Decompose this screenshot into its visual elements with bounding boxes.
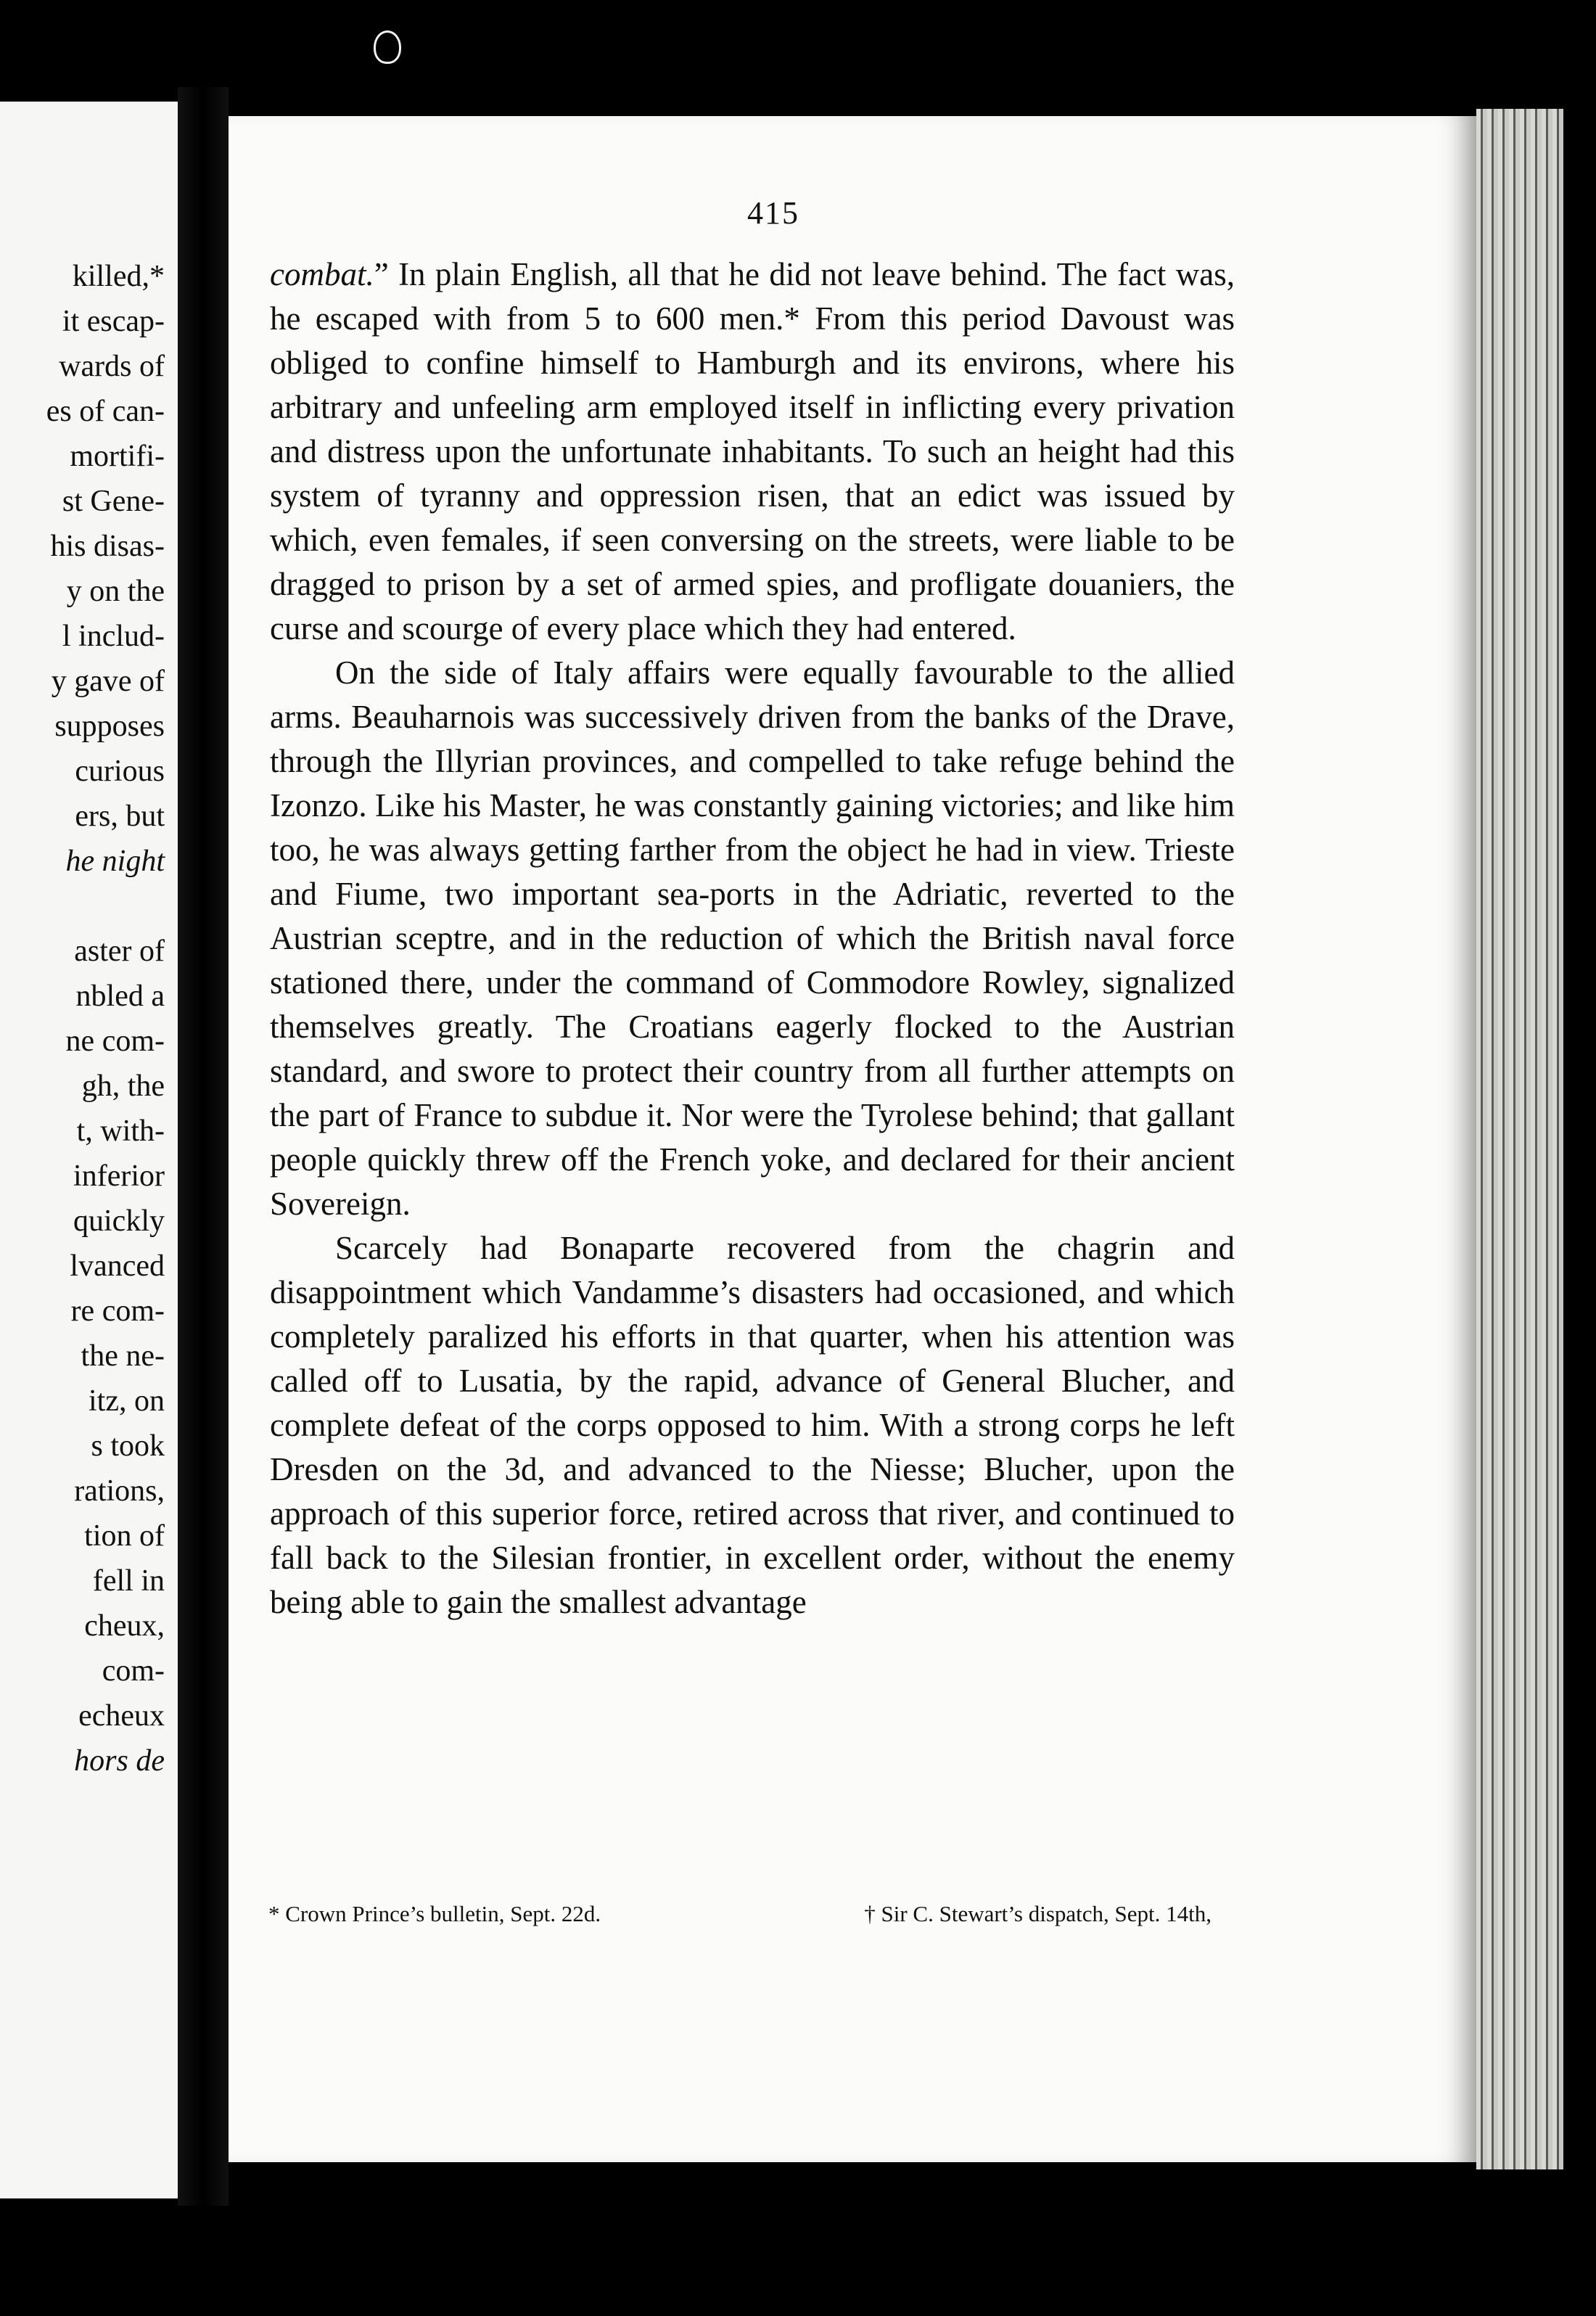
left-page-line: st Gene- <box>62 485 165 518</box>
left-page-line: ers, but <box>75 800 165 833</box>
paragraph-1-text: ” In plain English, all that he did not leave behind. The fact was, he escaped with from 5 to 600 men.* From this period Davoust was obliged to confine himself to Hamburgh and its environs, where his arbitrary and unfeeling arm employed itself in inflicting every privation and distress upon the unfortunate inhabitants. To such an height had this system of tyranny and oppression risen, that an edict was issued by which, even females, if seen conversing on the streets, were liable to be dragged to prison by a set of armed spies, and profligate douaniers, the curse and scourge of every place which they had entered. <box>270 256 1235 646</box>
left-page-line: echeux <box>78 1699 165 1733</box>
left-page-line: cheux, <box>84 1609 165 1643</box>
left-page-line: supposes <box>54 710 165 743</box>
left-page-line: his disas- <box>50 530 165 563</box>
left-page-line: re com- <box>70 1294 165 1328</box>
left-page-line: the ne- <box>81 1339 165 1373</box>
left-page-line: rations, <box>74 1474 165 1508</box>
left-page-line <box>46 884 165 929</box>
left-page-line: gh, the <box>81 1069 165 1103</box>
footnotes <box>268 1901 1212 1927</box>
left-page-line: t, with- <box>76 1114 165 1148</box>
book-gutter <box>178 87 229 2206</box>
body-text <box>270 252 1235 1625</box>
left-page-line: it escap- <box>62 305 165 338</box>
left-page-line: mortifi- <box>70 440 165 473</box>
left-page-line: inferior <box>73 1159 165 1193</box>
left-page-line: itz, on <box>89 1384 165 1418</box>
page-number: 415 <box>747 195 799 231</box>
left-page-line: y gave of <box>51 665 165 698</box>
left-page-line: fell in <box>92 1564 165 1598</box>
page-edges <box>1476 109 1563 2169</box>
left-page-line: tion of <box>84 1519 165 1553</box>
paragraph-1 <box>270 252 1235 651</box>
paragraph-1-italic: combat. <box>270 256 374 292</box>
left-page-line: y on the <box>66 575 165 608</box>
left-page-line: com- <box>102 1654 165 1688</box>
left-page-line: curious <box>75 755 165 788</box>
footnote-2: † Sir C. Stewart’s dispatch, Sept. 14th, <box>864 1901 1212 1926</box>
left-facing-page <box>0 102 178 2198</box>
footnote-1: * Crown Prince’s bulletin, Sept. 22d. <box>268 1901 601 1926</box>
left-page-line: aster of <box>74 935 165 968</box>
paragraph-3: Scarcely had Bonaparte recovered from the chagrin and disappointment which Vandamme’s disasters had occasioned, and which completely paralized his efforts in that quarter, when his attention was called off to Lusatia, by the rapid, advance of General Blucher, and complete defeat of the corps opposed to him. With a strong corps he left Dresden on the 3d, and advanced to the Niesse; Blucher, upon the approach of this superior force, retired across that river, and continued to fall back to the Silesian frontier, in excellent order, without the enemy being able to gain the smallest advantage <box>270 1230 1235 1620</box>
left-page-line: nbled a <box>75 980 165 1013</box>
left-page-line: hors de <box>74 1744 165 1778</box>
left-page-line: he night <box>65 845 165 878</box>
left-page-line: ne com- <box>65 1024 165 1058</box>
left-page-line: quickly <box>73 1204 165 1238</box>
left-page-line: lvanced <box>70 1249 165 1283</box>
left-page-line: s took <box>91 1429 165 1463</box>
paragraph-2: On the side of Italy affairs were equally favourable to the allied arms. Beauharnois was successively driven from the banks of the Drave, through the Illyrian provinces, and compelled to take refuge behind the Izonzo. Like his Master, he was constantly gaining victories; and like him too, he was always getting farther from the object he had in view. Trieste and Fiume, two important sea-ports in the Adriatic, reverted to the Austrian sceptre, and in the reduction of which the British naval force stationed there, under the command of Commodore Rowley, signalized themselves greatly. The Croatians eagerly flocked to the Austrian standard, and swore to protect their country from all further attempts on the part of France to subdue it. Nor were the Tyrolese behind; that gallant people quickly threw off the French yoke, and declared for their ancient Sovereign. <box>270 654 1235 1222</box>
left-page-line: killed,* <box>72 260 165 293</box>
binding-ornament <box>374 30 401 64</box>
left-page-text <box>46 254 165 1783</box>
left-page-line: l includ- <box>62 620 165 653</box>
left-page-line: es of can- <box>46 395 165 428</box>
left-page-line: wards of <box>59 350 165 383</box>
